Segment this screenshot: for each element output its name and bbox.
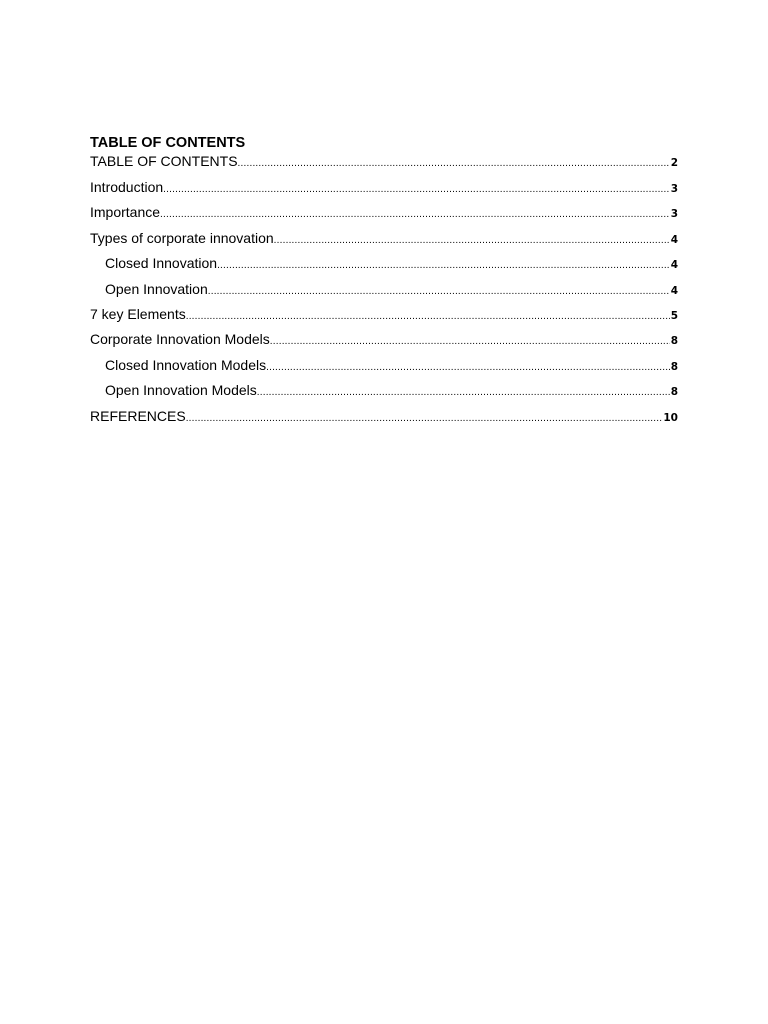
toc-entry-title: Types of corporate innovation [90, 230, 274, 246]
toc-page-number: 8 [670, 386, 678, 398]
dot-leader [217, 256, 670, 276]
toc-entry-closed-innovation-models[interactable] [105, 355, 678, 375]
toc-heading: TABLE OF CONTENTS [90, 135, 246, 151]
toc-entry-table-of-contents[interactable] [90, 151, 678, 171]
toc-entry-title: Importance [90, 204, 161, 220]
dot-leader [208, 282, 670, 302]
toc-page-number: 2 [670, 157, 678, 169]
toc-entry-title: 7 key Elements [90, 306, 186, 322]
toc-page-number: 10 [663, 412, 678, 424]
toc-entry-title: Open Innovation [105, 281, 208, 297]
toc-page-number: 4 [670, 234, 678, 246]
toc-entry-7-key-elements[interactable] [90, 304, 678, 324]
dot-leader [160, 205, 670, 225]
toc-page-number: 5 [670, 310, 678, 322]
toc-page-number: 3 [670, 208, 678, 220]
toc-entry-title: TABLE OF CONTENTS [90, 153, 238, 169]
toc-page-number: 4 [670, 285, 678, 297]
toc-entry-references[interactable] [90, 406, 678, 426]
dot-leader [186, 409, 663, 429]
dot-leader [257, 383, 670, 403]
dot-leader [163, 180, 670, 200]
toc-entry-title: Closed Innovation Models [105, 357, 267, 373]
dot-leader [186, 307, 670, 327]
toc-entry-title: Corporate Innovation Models [90, 331, 270, 347]
toc-page-number: 8 [670, 361, 678, 373]
toc-entry-open-innovation-models[interactable] [105, 380, 678, 400]
toc-entry-open-innovation[interactable] [105, 279, 678, 299]
toc-page-number: 3 [670, 183, 678, 195]
toc-entry-title: Introduction [90, 179, 164, 195]
toc-entry-importance[interactable] [90, 202, 678, 222]
toc-page-number: 4 [670, 259, 678, 271]
toc-entry-title: Open Innovation Models [105, 382, 257, 398]
toc-entry-introduction[interactable] [90, 177, 678, 197]
toc-page-number: 8 [670, 335, 678, 347]
dot-leader [270, 332, 670, 352]
dot-leader [238, 154, 670, 174]
toc-entry-corporate-innovation-models[interactable] [90, 329, 678, 349]
toc-entry-types-of-corporate-innovation[interactable] [90, 228, 678, 248]
toc-entry-title: REFERENCES [90, 408, 186, 424]
table-of-contents [90, 134, 678, 424]
dot-leader [266, 358, 670, 378]
toc-entry-title: Closed Innovation [105, 255, 218, 271]
toc-entry-closed-innovation[interactable] [105, 253, 678, 273]
dot-leader [274, 231, 670, 251]
